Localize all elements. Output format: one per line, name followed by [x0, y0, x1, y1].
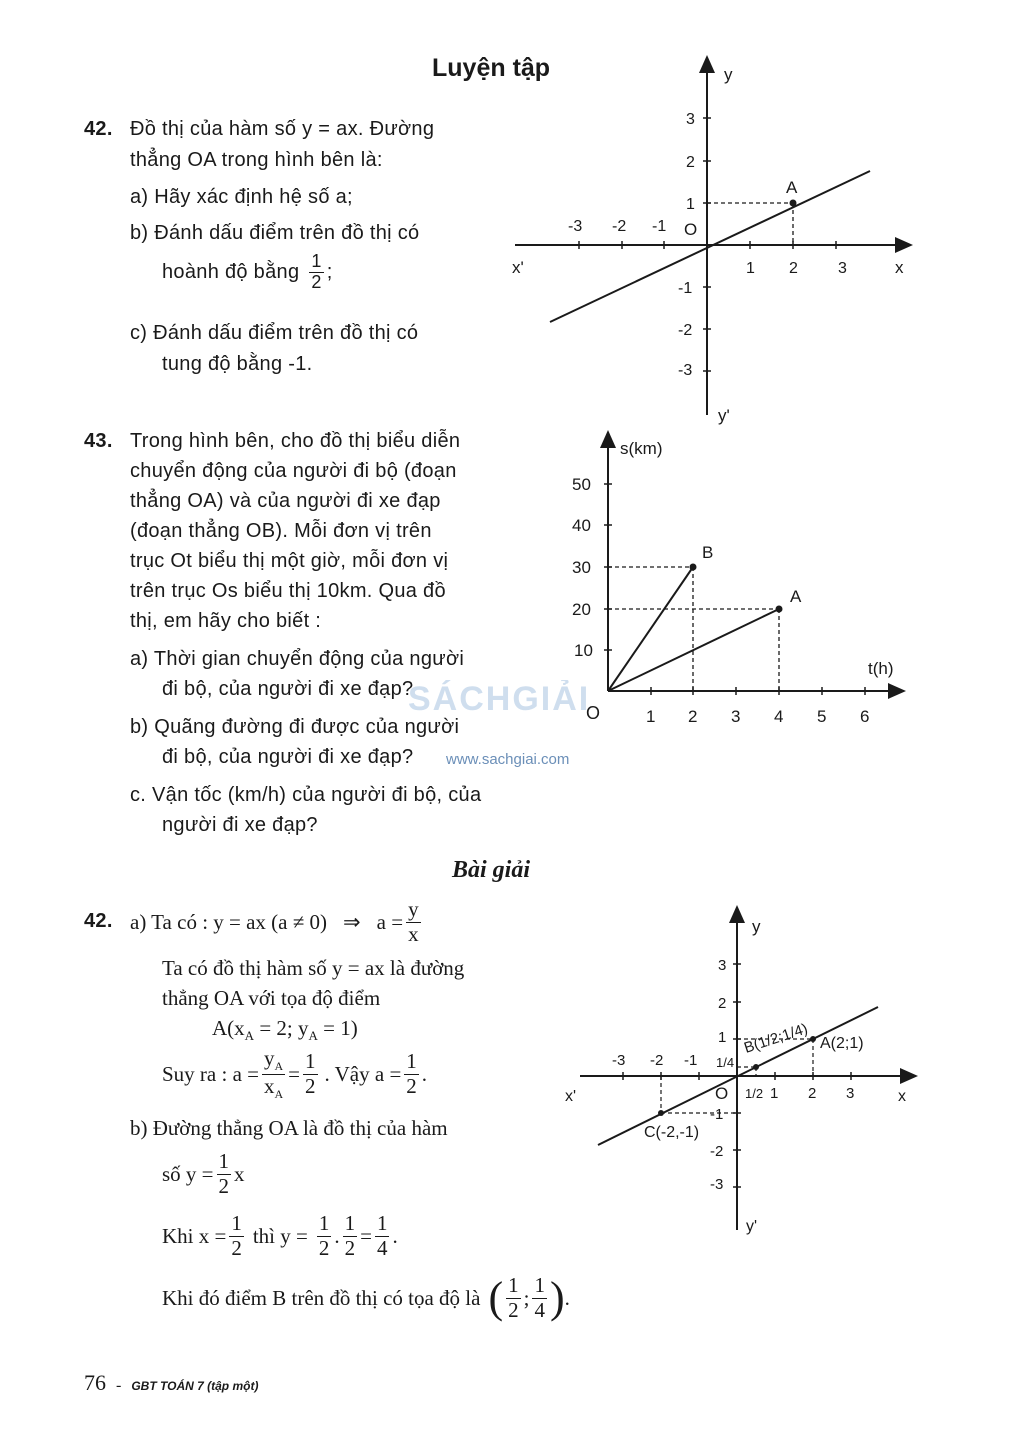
y-prime-label: y': [718, 406, 730, 425]
x-tick-label: -2: [612, 218, 627, 235]
fraction-half-2: [404, 1050, 419, 1097]
exercise-43-number: 43.: [84, 430, 113, 452]
ex43-part-a-line-1: a) Thời gian chuyển động của người: [130, 648, 465, 670]
y-prime-label: y': [746, 1218, 758, 1235]
exercise-42-number: 42.: [84, 118, 113, 140]
l4-end: = 1): [317, 1016, 358, 1040]
frac-num: 1: [218, 1149, 230, 1174]
ex42-part-b-line-2: [162, 252, 333, 293]
l4-sub-a: A: [244, 1028, 255, 1044]
solution-b-line-3: [162, 1210, 398, 1262]
ex43-line-2: chuyển động của người đi bộ (đoạn: [130, 460, 457, 482]
ex42-b-frac-den: 2: [311, 271, 322, 292]
ex42-line-2: thẳng OA trong hình bên là:: [130, 149, 383, 171]
point-a-label: A: [786, 178, 798, 197]
solution-a-eq: a =: [376, 910, 404, 934]
point-a-label: A: [790, 587, 802, 606]
fraction-quarter: [532, 1274, 547, 1321]
x-axis-label: x: [898, 1088, 906, 1105]
y-tick-label: -1: [678, 280, 693, 297]
x-tick-label: 3: [838, 260, 847, 277]
t-tick-label: 4: [774, 707, 784, 726]
watermark-logo: SÁCHGIẢI: [408, 680, 591, 718]
fraction-half: [217, 1150, 232, 1197]
frac-den: 2: [318, 1235, 330, 1260]
left-paren: (: [488, 1273, 504, 1322]
solution-heading: Bài giải: [452, 857, 531, 883]
l5-mid: . Vậy a =: [324, 1062, 402, 1086]
b2-x: x: [234, 1162, 245, 1186]
x-tick-label: -2: [650, 1052, 664, 1069]
frac-den-x: x: [264, 1073, 275, 1098]
solution-line-4: [212, 1013, 358, 1051]
frac-num: y: [408, 897, 419, 922]
ex43-part-b-line-2: đi bộ, của người đi xe đạp?: [162, 746, 414, 768]
ex42-b-end: ;: [326, 261, 333, 284]
x-tick-label: -3: [612, 1052, 626, 1069]
point-c-label: C(-2,-1): [644, 1124, 700, 1141]
ex43-line-7: thị, em hãy cho biết :: [130, 610, 322, 632]
y-tick-label: 1: [718, 1029, 727, 1046]
point-c-dot: [658, 1110, 664, 1116]
frac-num: 1: [508, 1273, 519, 1298]
x-tick-label-quarter: 1/4: [716, 1055, 735, 1070]
x-tick-label-half: 1/2: [745, 1086, 764, 1101]
fraction-half: [506, 1274, 521, 1321]
frac-den-sub: A: [274, 1086, 284, 1101]
x-tick-label: -1: [684, 1052, 698, 1069]
x-tick-label: -3: [568, 218, 583, 235]
ex43-line-4: (đoạn thẳng OB). Mỗi đơn vị trên: [130, 520, 432, 542]
frac-den: 2: [406, 1073, 417, 1098]
solution-line-2: Ta có đồ thị hàm số y = ax là đường: [162, 956, 465, 980]
t-tick-label: 3: [731, 707, 741, 726]
x-tick-label: 1: [746, 260, 755, 277]
point-a-dot: [776, 606, 783, 613]
graph-1: [500, 55, 920, 435]
frac-den: 2: [305, 1073, 316, 1098]
x-axis-label: x: [895, 258, 904, 277]
t-tick-label: 1: [646, 707, 656, 726]
point-a-label: A(2;1): [820, 1035, 864, 1052]
b3-prefix: Khi x =: [162, 1224, 227, 1248]
frac-den: 4: [376, 1235, 388, 1260]
s-tick-label: 10: [574, 641, 593, 660]
b2-prefix: số y =: [162, 1162, 214, 1186]
b3-dot: .: [334, 1224, 340, 1248]
t-tick-label: 6: [860, 707, 870, 726]
l4-sub-a2: A: [308, 1028, 318, 1044]
watermark-url: www.sachgiai.com: [446, 751, 570, 768]
ex43-line-6: trên trục Os biểu thị 10km. Qua đồ: [130, 580, 446, 602]
origin-label: O: [684, 220, 698, 239]
frac-den: 2: [231, 1235, 242, 1260]
implies-arrow: ⇒: [343, 910, 361, 934]
solution-a-prefix: a) Ta có : y = ax (a ≠ 0): [130, 910, 328, 934]
frac-num: 1: [231, 1211, 242, 1236]
solution-b-line-2: [162, 1148, 245, 1200]
ex42-part-c-line-1: c) Đánh dấu điểm trên đồ thị có: [130, 322, 419, 344]
page-footer: [84, 1370, 258, 1396]
y-axis-label: y: [724, 65, 733, 84]
x-tick-label: -1: [652, 218, 667, 235]
graph-3: [560, 905, 920, 1240]
ex43-line-5: trục Ot biểu thị một giờ, mỗi đơn vị: [130, 550, 449, 572]
b3-mid: thì y =: [252, 1224, 308, 1248]
solution-b-line-1: b) Đường thẳng OA là đồ thị của hàm: [130, 1116, 448, 1140]
frac-num: 1: [318, 1211, 330, 1236]
fraction-half: [303, 1050, 318, 1097]
point-b-dot: [753, 1064, 759, 1070]
y-tick-label: 1: [686, 196, 695, 213]
ex43-line-3: thẳng OA) và của người đi xe đạp: [130, 490, 441, 512]
fraction-half: [229, 1212, 244, 1259]
b4-end: .: [564, 1286, 570, 1310]
guide-lines: [608, 567, 779, 691]
y-tick-label: 3: [686, 111, 695, 128]
page-number: 76: [84, 1370, 106, 1395]
ex42-line-1: Đồ thị của hàm số y = ax. Đường: [130, 118, 435, 140]
right-paren: ): [549, 1273, 565, 1322]
l5-eq: =: [288, 1062, 301, 1086]
ex43-part-a-line-2: đi bộ, của người đi xe đạp?: [162, 678, 414, 700]
b3-eq: =: [360, 1224, 372, 1248]
ex42-part-b-line-1: b) Đánh dấu điểm trên đồ thị có: [130, 222, 420, 244]
frac-num: 1: [534, 1273, 545, 1298]
x-tick-label: 2: [808, 1085, 817, 1102]
y-tick-label: -3: [678, 362, 693, 379]
ex42-b-fraction: [309, 252, 323, 293]
frac-num-sub: A: [274, 1059, 284, 1074]
ex42-part-a: a) Hãy xác định hệ số a;: [130, 186, 353, 208]
b4-sep: ;: [523, 1286, 530, 1310]
y-tick-label: -1: [710, 1106, 724, 1123]
x-prime-label: x': [512, 258, 524, 277]
segment-ob: [608, 567, 693, 691]
frac-num: [262, 1047, 285, 1074]
fraction-ya-over-xa: [262, 1047, 285, 1101]
frac-den: 2: [508, 1297, 519, 1322]
solution-line-3: thẳng OA với tọa độ điểm: [162, 986, 381, 1010]
l4-mid: = 2; y: [254, 1016, 309, 1040]
s-tick-label: 20: [572, 600, 591, 619]
t-tick-label: 5: [817, 707, 827, 726]
point-a-dot: [790, 200, 797, 207]
ex42-b-text: hoành độ bằng: [162, 261, 300, 284]
s-tick-label: 40: [572, 516, 591, 535]
s-tick-label: 30: [572, 558, 591, 577]
x-tick-label: 3: [846, 1085, 855, 1102]
ex42-b-frac-num: 1: [311, 251, 322, 271]
x-tick-label: 1: [770, 1085, 779, 1102]
solution-line-5: [162, 1048, 427, 1100]
b4-prefix: Khi đó điểm B trên đồ thị có tọa độ là: [162, 1286, 481, 1310]
frac-num: 1: [305, 1049, 316, 1074]
segment-oa: [608, 609, 779, 691]
frac-den: 4: [534, 1297, 545, 1322]
graph-2: [560, 428, 910, 738]
line-oa: [550, 171, 870, 322]
y-tick-label: 2: [718, 995, 727, 1012]
s-tick-label: 50: [572, 475, 591, 494]
frac-den: [262, 1075, 285, 1101]
point-b-label: B: [702, 543, 714, 562]
fraction-y-over-x: [406, 898, 421, 945]
frac-den: 2: [344, 1235, 356, 1260]
b3-end: .: [392, 1224, 398, 1248]
point-a-dot: [810, 1036, 816, 1042]
frac-num: 1: [376, 1211, 388, 1236]
t-axis-label: t(h): [868, 659, 894, 678]
l5-prefix: Suy ra : a =: [162, 1062, 259, 1086]
footer-dash: -: [116, 1377, 122, 1394]
ex43-part-c-line-2: người đi xe đạp?: [162, 814, 318, 836]
s-axis-label: s(km): [620, 439, 663, 458]
point-b-dot: [690, 564, 697, 571]
ex43-part-c-line-1: c. Vận tốc (km/h) của người đi bộ, của: [130, 784, 482, 806]
origin-label: O: [586, 703, 601, 723]
t-tick-label: 2: [688, 707, 698, 726]
y-tick-label: -2: [710, 1143, 724, 1160]
point-b-label: B(1/2;1/4): [741, 1020, 810, 1057]
solution-a-line-1: [130, 898, 424, 946]
tick-marks: [604, 484, 865, 695]
frac-num-y: y: [264, 1046, 275, 1071]
book-title: GBT TOÁN 7 (tập một): [131, 1379, 259, 1393]
x-tick-label: 2: [789, 260, 798, 277]
y-tick-label: -2: [678, 322, 693, 339]
frac-den: 2: [218, 1173, 230, 1198]
fraction-half: [343, 1212, 358, 1259]
frac-num: 1: [406, 1049, 417, 1074]
y-axis-label: y: [752, 917, 761, 936]
ex43-line-1: Trong hình bên, cho đồ thị biểu diễn: [130, 430, 461, 452]
l4-a: A(x: [212, 1016, 245, 1040]
origin-label: O: [715, 1084, 729, 1103]
frac-num: 1: [344, 1211, 356, 1236]
x-prime-label: x': [565, 1088, 577, 1105]
ex43-part-b-line-1: b) Quãng đường đi được của người: [130, 716, 460, 738]
ex42-part-c-line-2: tung độ bằng -1.: [162, 353, 313, 375]
frac-den: x: [408, 921, 419, 946]
y-tick-label: 3: [718, 957, 727, 974]
y-tick-label: -3: [710, 1176, 724, 1193]
fraction-half: [317, 1212, 332, 1259]
fraction-quarter: [375, 1212, 390, 1259]
page-title: Luyện tập: [432, 54, 551, 82]
y-tick-label: 2: [686, 154, 695, 171]
solution-42-number: 42.: [84, 910, 113, 932]
l5-end: .: [421, 1062, 428, 1086]
solution-b-line-4: [162, 1270, 570, 1326]
